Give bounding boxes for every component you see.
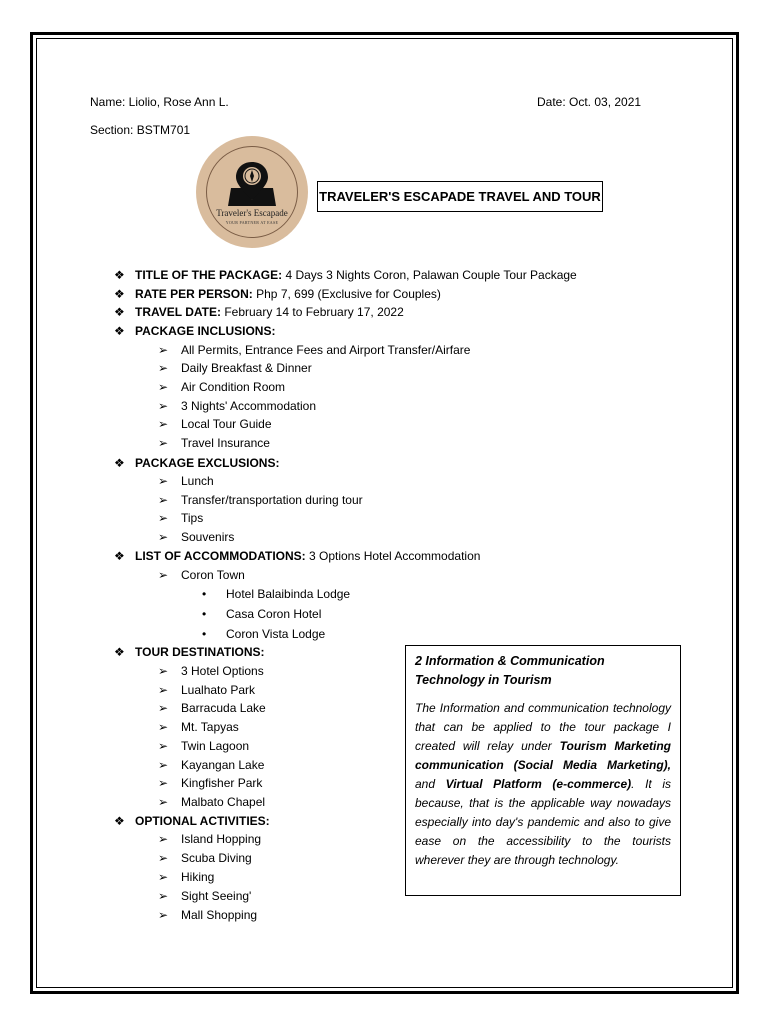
dot-bullet-icon: •	[202, 607, 207, 621]
destination-item: Mt. Tapyas	[181, 720, 239, 734]
arrow-bullet-icon: ➢	[158, 436, 169, 450]
dot-bullet-icon: •	[202, 587, 207, 601]
student-section: Section: BSTM701	[90, 123, 191, 137]
arrow-bullet-icon: ➢	[158, 701, 169, 715]
arrow-bullet-icon: ➢	[158, 474, 169, 488]
rate-value: Php 7, 699 (Exclusive for Couples)	[252, 287, 441, 301]
student-name: Name: Liolio, Rose Ann L.	[90, 95, 229, 109]
travel-date-label: TRAVEL DATE:	[135, 305, 221, 319]
arrow-bullet-icon: ➢	[158, 795, 169, 809]
activity-item: Mall Shopping	[181, 908, 258, 922]
inclusion-item: All Permits, Entrance Fees and Airport Transfer/Airfare	[181, 343, 471, 357]
rate-line	[135, 287, 441, 302]
ict-body-text: . It is because, that is the applicable way nowadays especially into day's pandemic and also to give ease on the accessibility to the tourists wherever they are through technology.	[415, 777, 672, 867]
arrow-bullet-icon: ➢	[158, 683, 169, 697]
rate-label: RATE PER PERSON:	[135, 287, 253, 301]
arrow-bullet-icon: ➢	[158, 361, 169, 375]
destination-item: Kayangan Lake	[181, 758, 265, 772]
arrow-bullet-icon: ➢	[158, 493, 169, 507]
package-title-label: TITLE OF THE PACKAGE:	[135, 268, 283, 282]
company-logo	[196, 136, 308, 248]
inclusion-item: Travel Insurance	[181, 436, 270, 450]
arrow-bullet-icon: ➢	[158, 908, 169, 922]
diamond-bullet-icon: ❖	[114, 645, 125, 659]
activity-item: Sight Seeing'	[181, 889, 252, 903]
diamond-bullet-icon: ❖	[114, 305, 125, 319]
arrow-bullet-icon: ➢	[158, 380, 169, 394]
exclusion-item: Transfer/transportation during tour	[181, 493, 363, 507]
ict-info-box	[405, 645, 681, 896]
inclusion-item: 3 Nights' Accommodation	[181, 399, 317, 413]
ict-body-emphasis: Virtual Platform (e-commerce)	[445, 777, 632, 791]
hotel-item: Casa Coron Hotel	[226, 607, 322, 621]
arrow-bullet-icon: ➢	[158, 832, 169, 846]
exclusions-label: PACKAGE EXCLUSIONS:	[135, 456, 280, 470]
inclusion-item: Air Condition Room	[181, 380, 286, 394]
exclusion-item: Tips	[181, 511, 204, 525]
logo-subtitle: YOUR PARTNER AT EASE	[225, 220, 279, 225]
arrow-bullet-icon: ➢	[158, 889, 169, 903]
arrow-bullet-icon: ➢	[158, 739, 169, 753]
arrow-bullet-icon: ➢	[158, 568, 169, 582]
hotel-item: Coron Vista Lodge	[226, 627, 326, 641]
accommodations-line	[135, 549, 480, 564]
activity-item: Scuba Diving	[181, 851, 252, 865]
arrow-bullet-icon: ➢	[158, 664, 169, 678]
arrow-bullet-icon: ➢	[158, 870, 169, 884]
ict-body	[415, 699, 671, 870]
inclusions-label: PACKAGE INCLUSIONS:	[135, 324, 276, 338]
destination-item: Malbato Chapel	[181, 795, 266, 809]
map-pin-compass-icon	[228, 158, 276, 208]
arrow-bullet-icon: ➢	[158, 758, 169, 772]
activities-label: OPTIONAL ACTIVITIES:	[135, 814, 270, 828]
arrow-bullet-icon: ➢	[158, 417, 169, 431]
activity-item: Hiking	[181, 870, 215, 884]
logo-title: Traveler's Escapade	[216, 208, 288, 218]
ict-body-text: and	[415, 777, 446, 791]
diamond-bullet-icon: ❖	[114, 268, 125, 282]
arrow-bullet-icon: ➢	[158, 399, 169, 413]
destination-item: Lualhato Park	[181, 683, 256, 697]
ict-heading: 2 Information & Communication Technology in Tourism	[415, 654, 605, 687]
inclusion-item: Local Tour Guide	[181, 417, 272, 431]
package-title-value: 4 Days 3 Nights Coron, Palawan Couple Tour Package	[282, 268, 577, 282]
ict-body-text: The Information and communication technology that can be applied to the tour package I created will relay under	[415, 701, 671, 753]
diamond-bullet-icon: ❖	[114, 324, 125, 338]
arrow-bullet-icon: ➢	[158, 776, 169, 790]
diamond-bullet-icon: ❖	[114, 549, 125, 563]
document-date: Date: Oct. 03, 2021	[537, 95, 642, 109]
accommodation-area: Coron Town	[181, 568, 245, 582]
arrow-bullet-icon: ➢	[158, 720, 169, 734]
destination-item: 3 Hotel Options	[181, 664, 264, 678]
diamond-bullet-icon: ❖	[114, 287, 125, 301]
travel-date-line	[135, 305, 404, 320]
arrow-bullet-icon: ➢	[158, 343, 169, 357]
inclusion-item: Daily Breakfast & Dinner	[181, 361, 312, 375]
arrow-bullet-icon: ➢	[158, 530, 169, 544]
arrow-bullet-icon: ➢	[158, 851, 169, 865]
arrow-bullet-icon: ➢	[158, 511, 169, 525]
diamond-bullet-icon: ❖	[114, 456, 125, 470]
company-title: TRAVELER'S ESCAPADE TRAVEL AND TOUR	[317, 181, 603, 212]
activity-item: Island Hopping	[181, 832, 262, 846]
exclusion-item: Lunch	[181, 474, 214, 488]
ict-body-emphasis: Tourism Marketing communication (Social Media Marketing),	[415, 739, 672, 772]
hotel-item: Hotel Balaibinda Lodge	[226, 587, 351, 601]
destinations-label: TOUR DESTINATIONS:	[135, 645, 265, 659]
destination-item: Twin Lagoon	[181, 739, 250, 753]
accommodations-value: 3 Options Hotel Accommodation	[305, 549, 481, 563]
travel-date-value: February 14 to February 17, 2022	[221, 305, 404, 319]
destination-item: Barracuda Lake	[181, 701, 266, 715]
diamond-bullet-icon: ❖	[114, 814, 125, 828]
dot-bullet-icon: •	[202, 627, 207, 641]
package-title-line	[135, 268, 577, 283]
accommodations-label: LIST OF ACCOMMODATIONS:	[135, 549, 306, 563]
exclusion-item: Souvenirs	[181, 530, 235, 544]
destination-item: Kingfisher Park	[181, 776, 263, 790]
